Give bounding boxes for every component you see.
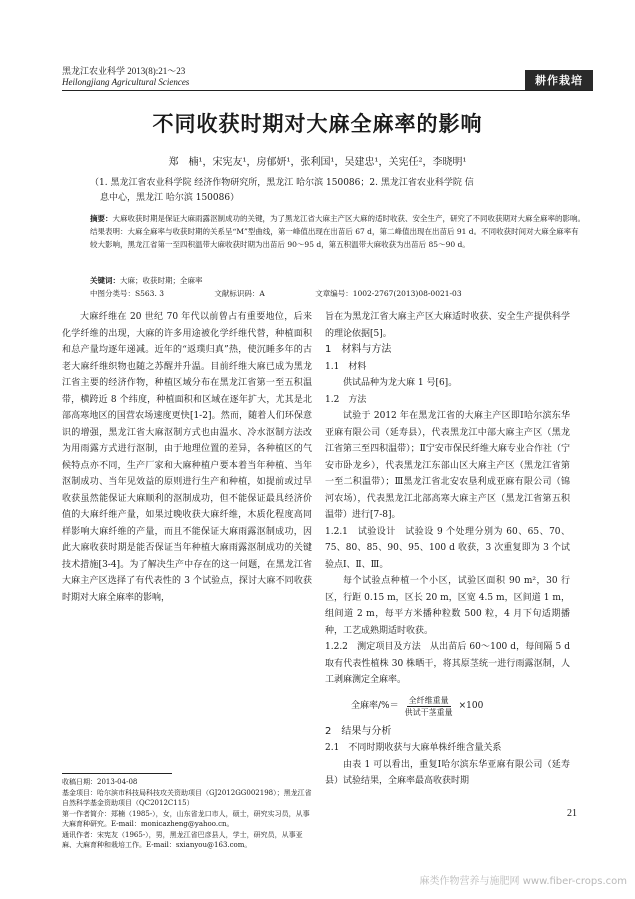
abstract [90, 212, 585, 251]
footnote-corresponding-author: 通讯作者：宋宪友（1965-），男，黑龙江省巴彦县人，学士，研究员，从事亚麻、大麻育种和栽培工作。E-mail：sxianyou@163.com。 [62, 830, 303, 849]
journal-english-name: Heilongjiang Agricultural Sciences [62, 77, 190, 87]
header-rule [62, 90, 593, 91]
fiber-rate-formula [351, 695, 570, 718]
formula-numerator: 全纤维重量 [408, 695, 449, 705]
article-title: 不同收获时期对大麻全麻率的影响 [152, 112, 483, 136]
formula-denominator: 供试干茎重量 [404, 707, 453, 717]
watermark: 麻类作物营养与施肥网 www.fiber-crops.com [419, 876, 627, 887]
formula-lhs: 全麻率/%＝ [351, 700, 399, 711]
paragraph-text: 试验设 9 个处理分别为 60、65、70、75、80、85、90、95、100 d 收获，3 次重复即为 3 个试验点Ⅰ、Ⅱ、Ⅲ。 [325, 526, 570, 570]
section-heading: 1 材料与方法 [325, 344, 392, 355]
footnote-funding: 基金项目：哈尔滨市科技局科技攻关资助项目（GJ2012GG002198）；黑龙江省自然科学基金资助项目（QC2012C115） [62, 788, 312, 807]
footnote-rule [62, 773, 172, 774]
page-number: 21 [567, 808, 577, 819]
subsubsection-heading: 1.2.1 试验设计 [325, 526, 396, 537]
formula-multiplier: ×100 [458, 700, 484, 711]
body-paragraph: 大麻纤维在 20 世纪 70 年代以前曾占有重要地位，后来化学纤维的出现，大麻的许多用途被化学纤维代替，种植面积和总产量均逐年递减。近年的“返璞归真”热，使沉睡多年的古老大麻纤维织物也随之苏醒并升温。目前纤维大麻已成为黑龙江省主要的经济作物，种植区域分布在黑龙江省第一至五积温带，横跨近 8 个纬度，种植面积和区域在逐年扩大，尤其是北部高寒地区的国营农场速度更快[1-2]。然而，随着人们环保意识的增强，黑龙江省大麻沤制方式也由温水、冷水沤制方法改为用雨露方式进行沤制，由于地理位置的差异，各种植区的气候特点亦不同，生产厂家和大麻种植户要本着当年种植、当年沤制成功、当年见效益的原则进行生产和种植，如提前或过早收获虽然能保证大麻顺利的沤制成功，但不能保证最具经济价值的大麻纤维产量，如果过晚收获大麻纤维，木质化程度高同样影响大麻纤维的产量，而且不能保证大麻雨露沤制成功，因此大麻收获时期是能否保证当年种植大麻雨露沤制成功的关键技术措施[3-4]。为了解决生产中存在的这一问题，在黑龙江省大麻主产区选择了有代表性的 3 个试验点，探讨大麻不同收获时期对大麻全麻率的影响， [62, 312, 312, 603]
section-heading: 2 结果与分析 [325, 725, 392, 737]
keywords-label: 关键词： [90, 276, 120, 285]
article-number: 文章编号：1002-2767(2013)08-0021-03 [315, 289, 462, 298]
document-code: 文献标识码：A [214, 289, 265, 298]
author-list: 郑 楠¹，宋宪友¹，房郁妍¹，张利国¹，吴建忠¹，关宪任²，李晓明¹ [168, 157, 467, 168]
footnotes [62, 777, 312, 851]
body-paragraph: 由表 1 可以看出，重复Ⅰ哈尔滨东华亚麻有限公司（延寿县）试验结果，全麻率最高收获时期 [325, 759, 570, 786]
footnote-first-author: 第一作者简介：郑楠（1985-），女，山东省龙口市人，硕士，研究实习员，从事大麻育种研究。E-mail：monicazheng@yahoo.cn。 [62, 809, 310, 828]
classification-line [90, 288, 570, 299]
body-paragraph: 供试品种为龙大麻 1 号[6]。 [343, 378, 458, 388]
column-badge: 耕作栽培 [525, 70, 593, 90]
right-column [325, 309, 570, 790]
subsubsection-heading: 1.2.2 测定项目及方法 [325, 642, 421, 652]
journal-citation: 黑龙江农业科学 2013(8):21～23 [62, 66, 186, 76]
body-paragraph: 旨在为黑龙江省大麻主产区大麻适时收获、安全生产提供科学的理论依据[5]。 [325, 312, 570, 339]
body-paragraph [325, 524, 570, 574]
paragraph-text: 从出苗后 60～100 d，每间隔 5 d 取有代表性植株 30 株晒干，将其原茎统一进行雨露沤制，人工剥麻测定全麻率。 [325, 642, 570, 685]
formula-fraction [405, 695, 453, 718]
affiliation-line: 息中心，黑龙江 哈尔滨 150086） [100, 193, 240, 203]
body-paragraph: 每个试验点种植一个小区，试验区面积 90 m²，30 行区，行距 0.15 m，区长 20 m，区宽 4.5 m，区间道 1 m，组间道 2 m，每平方米播种粒数 500 粒，4 月下旬适期播种，工艺成熟期适时收获。 [325, 576, 570, 636]
keywords-text: 大麻；收获时期；全麻率 [120, 276, 203, 285]
subsection-heading: 2.1 不同时期收获与大麻单株纤维含量关系 [325, 743, 502, 753]
affiliations [90, 176, 565, 206]
affiliation-line: （1. 黑龙江省农业科学院 经济作物研究所，黑龙江 哈尔滨 150086；2. 黑龙江省农业科学院 信 [90, 178, 474, 188]
keywords [90, 275, 203, 286]
footnote-received: 收稿日期：2013-04-08 [62, 778, 138, 786]
clc-number: 中图分类号：S563. 3 [90, 289, 164, 298]
left-column [62, 309, 312, 606]
subsection-heading: 1.1 材料 [325, 361, 367, 372]
abstract-text: 大麻收获时期是保证大麻雨露沤制成功的关键，为了黑龙江省大麻主产区大麻的适时收获、安全生产，研究了不同收获期对大麻全麻率的影响。结果表明：大麻全麻率与收获时期的关系呈“M”型曲线，第一峰值出现在出苗后 67 d，第二峰值出现在出苗后 91 d。不同收获时间对大麻全麻率有较大影响，黑龙江省第一至四积温带大麻收获时期为出苗后 90～95 d，第五积温带大麻收获为出苗后 85～90 d。 [90, 214, 585, 249]
abstract-label: 摘要： [90, 214, 113, 223]
subsection-heading: 1.2 方法 [325, 394, 367, 405]
body-paragraph [325, 639, 570, 689]
body-paragraph: 试验于 2012 年在黑龙江省的大麻主产区即Ⅰ哈尔滨东华亚麻有限公司（延寿县），代表黑龙江中部大麻主产区（黑龙江省第三至四积温带）；Ⅱ宁安市保民纤维大麻专业合作社（宁安市卧龙乡），代表黑龙江东部山区大麻主产区（黑龙江省第一至二积温带）；Ⅲ黑龙江省北安农垦利成亚麻有限公司（锦河农场），代表黑龙江北部高寒大麻主产区（黑龙江省第五积温带）进行[7-8]。 [325, 411, 570, 520]
journal-header [62, 66, 189, 88]
